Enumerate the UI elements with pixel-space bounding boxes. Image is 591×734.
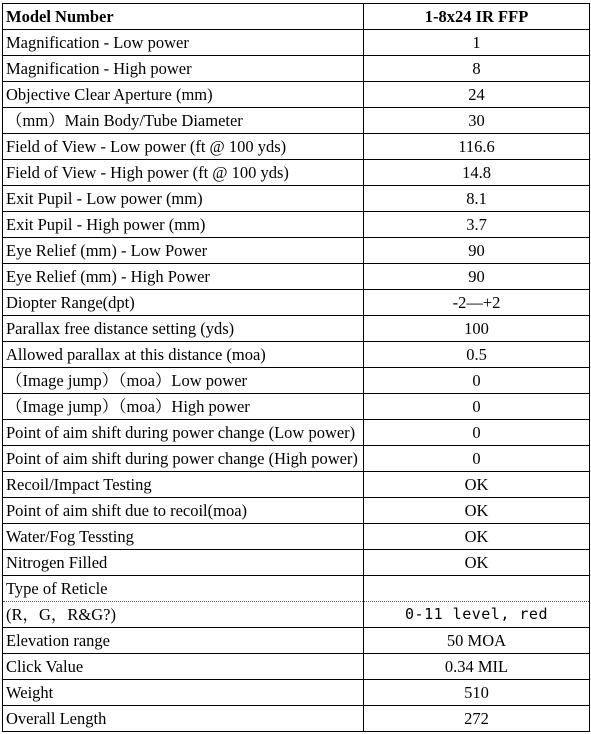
row-value: 0-11 level, red	[364, 602, 590, 628]
spec-table	[2, 3, 590, 732]
row-value: 272	[364, 706, 590, 732]
table-row	[3, 576, 590, 602]
row-value	[364, 576, 590, 602]
row-value: 0	[364, 446, 590, 472]
row-label: Overall Length	[3, 706, 364, 732]
table-row	[3, 368, 590, 394]
header-label: Model Number	[3, 4, 364, 30]
row-value: OK	[364, 498, 590, 524]
table-row	[3, 472, 590, 498]
table-row	[3, 602, 590, 628]
row-value: 0.5	[364, 342, 590, 368]
row-label: Allowed parallax at this distance (moa)	[3, 342, 364, 368]
table-row	[3, 446, 590, 472]
row-value: 100	[364, 316, 590, 342]
table-row	[3, 82, 590, 108]
row-label: （Image jump）（moa）Low power	[3, 368, 364, 394]
row-label: Elevation range	[3, 628, 364, 654]
row-value: 24	[364, 82, 590, 108]
table-row	[3, 394, 590, 420]
table-row	[3, 706, 590, 732]
table-row	[3, 342, 590, 368]
table-row	[3, 316, 590, 342]
row-value: 30	[364, 108, 590, 134]
table-row	[3, 160, 590, 186]
table-row	[3, 238, 590, 264]
row-label: Nitrogen Filled	[3, 550, 364, 576]
row-value: 90	[364, 238, 590, 264]
row-value: 0	[364, 420, 590, 446]
row-value: 90	[364, 264, 590, 290]
table-row	[3, 264, 590, 290]
table-row	[3, 654, 590, 680]
row-label: Parallax free distance setting (yds)	[3, 316, 364, 342]
row-label: Point of aim shift during power change (High power)	[3, 446, 364, 472]
row-label: Point of aim shift during power change (Low power)	[3, 420, 364, 446]
row-label: Exit Pupil - Low power (mm)	[3, 186, 364, 212]
row-value: 116.6	[364, 134, 590, 160]
row-value: 14.8	[364, 160, 590, 186]
row-label: Weight	[3, 680, 364, 706]
row-value: 50 MOA	[364, 628, 590, 654]
table-header-row	[3, 4, 590, 30]
row-label: Magnification - High power	[3, 56, 364, 82]
row-label: (R，G，R&G?)	[3, 602, 364, 628]
row-label: Water/Fog Tessting	[3, 524, 364, 550]
row-value: 0.34 MIL	[364, 654, 590, 680]
table-row	[3, 134, 590, 160]
row-label: Objective Clear Aperture (mm)	[3, 82, 364, 108]
row-label: （Image jump）（moa）High power	[3, 394, 364, 420]
row-label: Exit Pupil - High power (mm)	[3, 212, 364, 238]
row-value: OK	[364, 550, 590, 576]
row-label: Eye Relief (mm) - Low Power	[3, 238, 364, 264]
table-row	[3, 524, 590, 550]
row-value: 0	[364, 368, 590, 394]
table-row	[3, 680, 590, 706]
table-row	[3, 56, 590, 82]
row-value: 0	[364, 394, 590, 420]
table-row	[3, 550, 590, 576]
row-label: Field of View - High power (ft @ 100 yds)	[3, 160, 364, 186]
row-value: -2—+2	[364, 290, 590, 316]
row-label: Type of Reticle	[3, 576, 364, 602]
row-value: 1	[364, 30, 590, 56]
table-row	[3, 290, 590, 316]
table-row	[3, 186, 590, 212]
table-row	[3, 212, 590, 238]
header-value: 1-8x24 IR FFP	[364, 4, 590, 30]
row-value: 8	[364, 56, 590, 82]
row-value: OK	[364, 524, 590, 550]
table-row	[3, 498, 590, 524]
row-label: Diopter Range(dpt)	[3, 290, 364, 316]
row-value: 3.7	[364, 212, 590, 238]
row-label: Eye Relief (mm) - High Power	[3, 264, 364, 290]
row-label: Point of aim shift due to recoil(moa)	[3, 498, 364, 524]
row-label: Click Value	[3, 654, 364, 680]
table-row	[3, 108, 590, 134]
table-row	[3, 30, 590, 56]
row-value: 8.1	[364, 186, 590, 212]
table-row	[3, 628, 590, 654]
row-label: Magnification - Low power	[3, 30, 364, 56]
row-value: 510	[364, 680, 590, 706]
row-label: Field of View - Low power (ft @ 100 yds)	[3, 134, 364, 160]
table-row	[3, 420, 590, 446]
row-value: OK	[364, 472, 590, 498]
row-label: Recoil/Impact Testing	[3, 472, 364, 498]
row-label: （mm）Main Body/Tube Diameter	[3, 108, 364, 134]
